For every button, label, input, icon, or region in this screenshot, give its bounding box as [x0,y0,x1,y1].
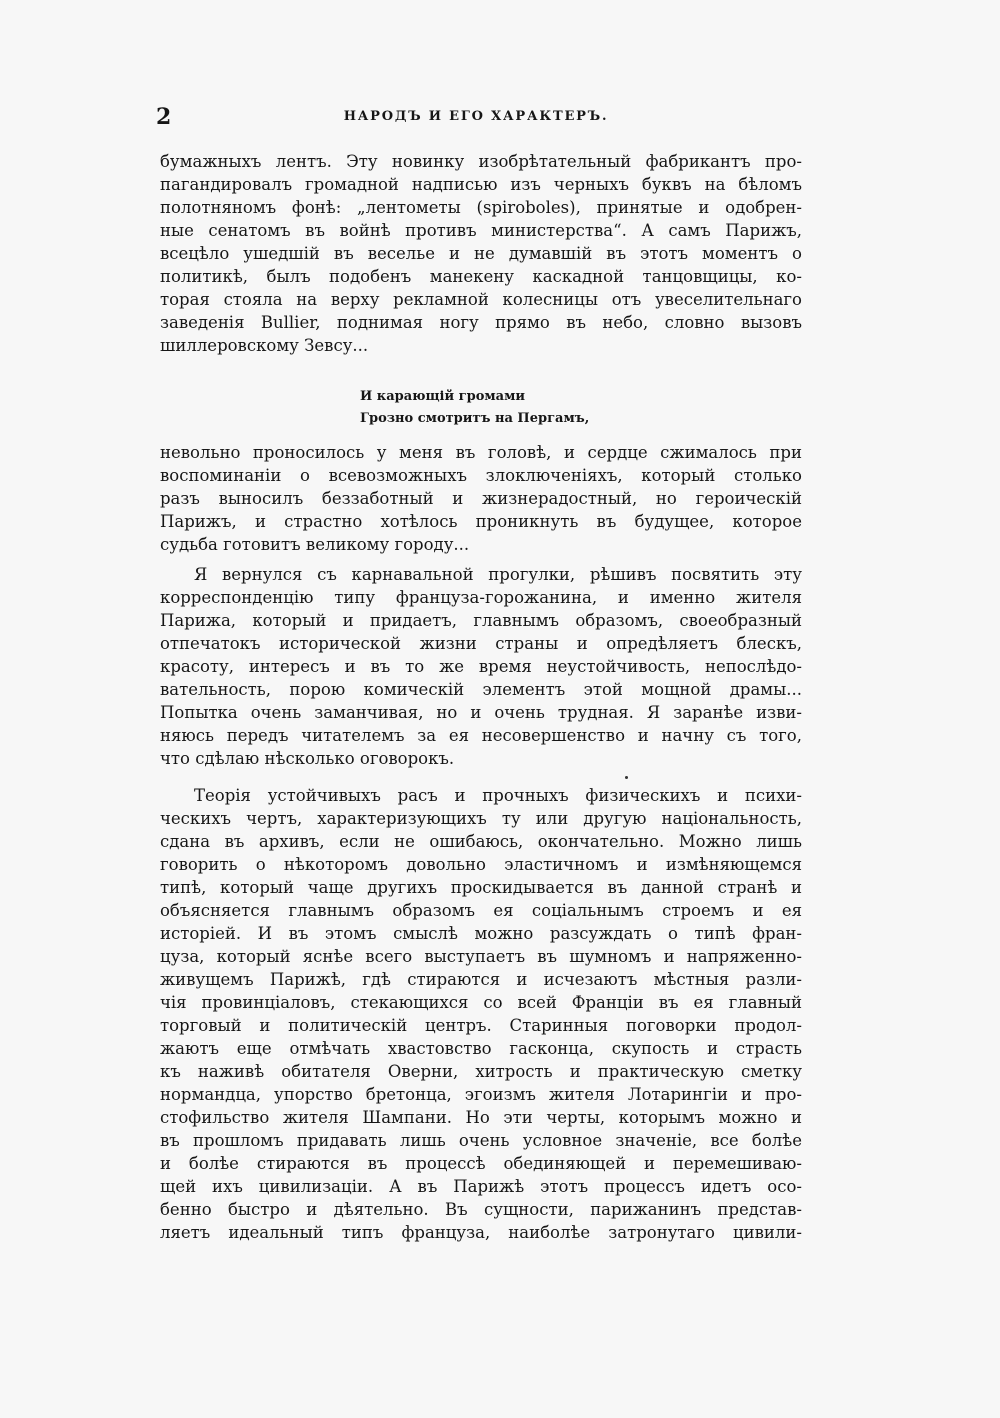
text-line: отпечатокъ исторической жизни страны и опредѣляетъ блескъ, [160,634,802,653]
text-line: корреспонденцію типу француза-горожанина, и именно жителя [160,588,802,607]
text-line: судьба готовитъ великому городу... [160,535,470,554]
verse-quote [360,386,650,430]
text-line: разъ выносилъ беззаботный и жизнерадостный, но героическій [160,489,802,508]
text-line: бенно быстро и дѣятельно. Въ сущности, парижанинъ представ- [160,1200,802,1219]
text-line: что сдѣлаю нѣсколько оговорокъ. [160,749,455,768]
text-line: жаютъ еще отмѣчать хвастовство гасконца, скупость и страсть [160,1039,802,1058]
paragraph-4 [160,784,802,1244]
text-line: щей ихъ цивилизаціи. А въ Парижѣ этотъ процессъ идетъ осо- [160,1177,802,1196]
text-line: чія провинціаловъ, стекающихся со всей Франціи въ ея главный [160,993,802,1012]
text-line: торая стояла на верху рекламной колесницы отъ увеселительнаго [160,290,802,309]
running-title: НАРОДЪ И ЕГО ХАРАКТЕРЪ. [343,109,609,124]
stray-dot [625,776,628,779]
page-number: 2 [156,104,172,130]
paragraph-1 [160,150,802,357]
verse-line: Грозно смотритъ на Пергамъ, [360,411,590,426]
text-line: Парижъ, и страстно хотѣлось проникнуть въ будущее, которое [160,512,802,531]
text-line: воспоминаніи о всевозможныхъ злоключеніяхъ, который столько [160,466,802,485]
text-line: цуза, который яснѣе всего выступаетъ въ шумномъ и напряженно- [160,947,802,966]
text-line: бумажныхъ лентъ. Эту новинку изобрѣтательный фабрикантъ про- [160,152,802,171]
text-line: красоту, интересъ и въ то же время неустойчивость, непослѣдо- [160,657,802,676]
text-line: говорить о нѣкоторомъ довольно эластичномъ и измѣняющемся [160,855,802,874]
text-line: въ прошломъ придавать лишь очень условное значеніе, все болѣе [160,1131,802,1150]
text-line: нормандца, упорство бретонца, эгоизмъ жителя Лотарингіи и про- [160,1085,802,1104]
text-line: исторіей. И въ этомъ смыслѣ можно разсуждать о типѣ фран- [160,924,802,943]
text-line: живущемъ Парижѣ, гдѣ стираются и исчезаютъ мѣстныя разли- [160,970,802,989]
text-line: и болѣе стираются въ процессѣ обединяющей и перемешиваю- [160,1154,802,1173]
text-line: Парижа, который и придаетъ, главнымъ образомъ, своеобразный [160,611,802,630]
text-line: вательность, порою комическій элементъ этой мощной драмы... [160,680,802,699]
text-line: шиллеровскому Зевсу... [160,336,369,355]
text-line: полотняномъ фонѣ: „лентометы (spiroboles), принятые и одобрен- [160,198,802,217]
text-line: Теорія устойчивыхъ расъ и прочныхъ физическихъ и психи- [194,786,802,805]
text-line: стофильство жителя Шампани. Но эти черты, которымъ можно и [160,1108,802,1127]
text-line: къ наживѣ обитателя Оверни, хитрость и практическую сметку [160,1062,802,1081]
text-line: ческихъ чертъ, характеризующихъ ту или другую національность, [160,809,802,828]
text-line: типѣ, который чаще другихъ проскидывается въ данной странѣ и [160,878,802,897]
verse-line: И карающій громами [360,389,526,404]
text-line: объясняется главнымъ образомъ ея соціальнымъ строемъ и ея [160,901,802,920]
text-line: невольно проносилось у меня въ головѣ, и сердце сжималось при [160,443,802,462]
text-line: сдана въ архивъ, если не ошибаюсь, окончательно. Можно лишь [160,832,802,851]
paragraph-2 [160,441,802,556]
text-line: Попытка очень заманчивая, но и очень трудная. Я заранѣе изви- [160,703,802,722]
text-line: пагандировалъ громадной надписью изъ черныхъ буквъ на бѣломъ [160,175,802,194]
text-line: торговый и политическій центръ. Старинныя поговорки продол- [160,1016,802,1035]
text-line: ные сенатомъ въ войнѣ противъ министерства“. А самъ Парижъ, [160,221,802,240]
text-line: Я вернулся съ карнавальной прогулки, рѣшивъ посвятить эту [194,565,802,584]
paragraph-3 [160,563,802,770]
text-line: политикѣ, былъ подобенъ манекену каскадной танцовщицы, ко- [160,267,802,286]
text-line: ляетъ идеальный типъ француза, наиболѣе затронутаго цивили- [160,1223,802,1242]
text-line: няюсь передъ читателемъ за ея несовершенство и начну съ того, [160,726,802,745]
text-line: всецѣло ушедшій въ веселье и не думавшій въ этотъ моментъ о [160,244,802,263]
text-line: заведенія Bullier, поднимая ногу прямо въ небо, словно вызовъ [160,313,802,332]
